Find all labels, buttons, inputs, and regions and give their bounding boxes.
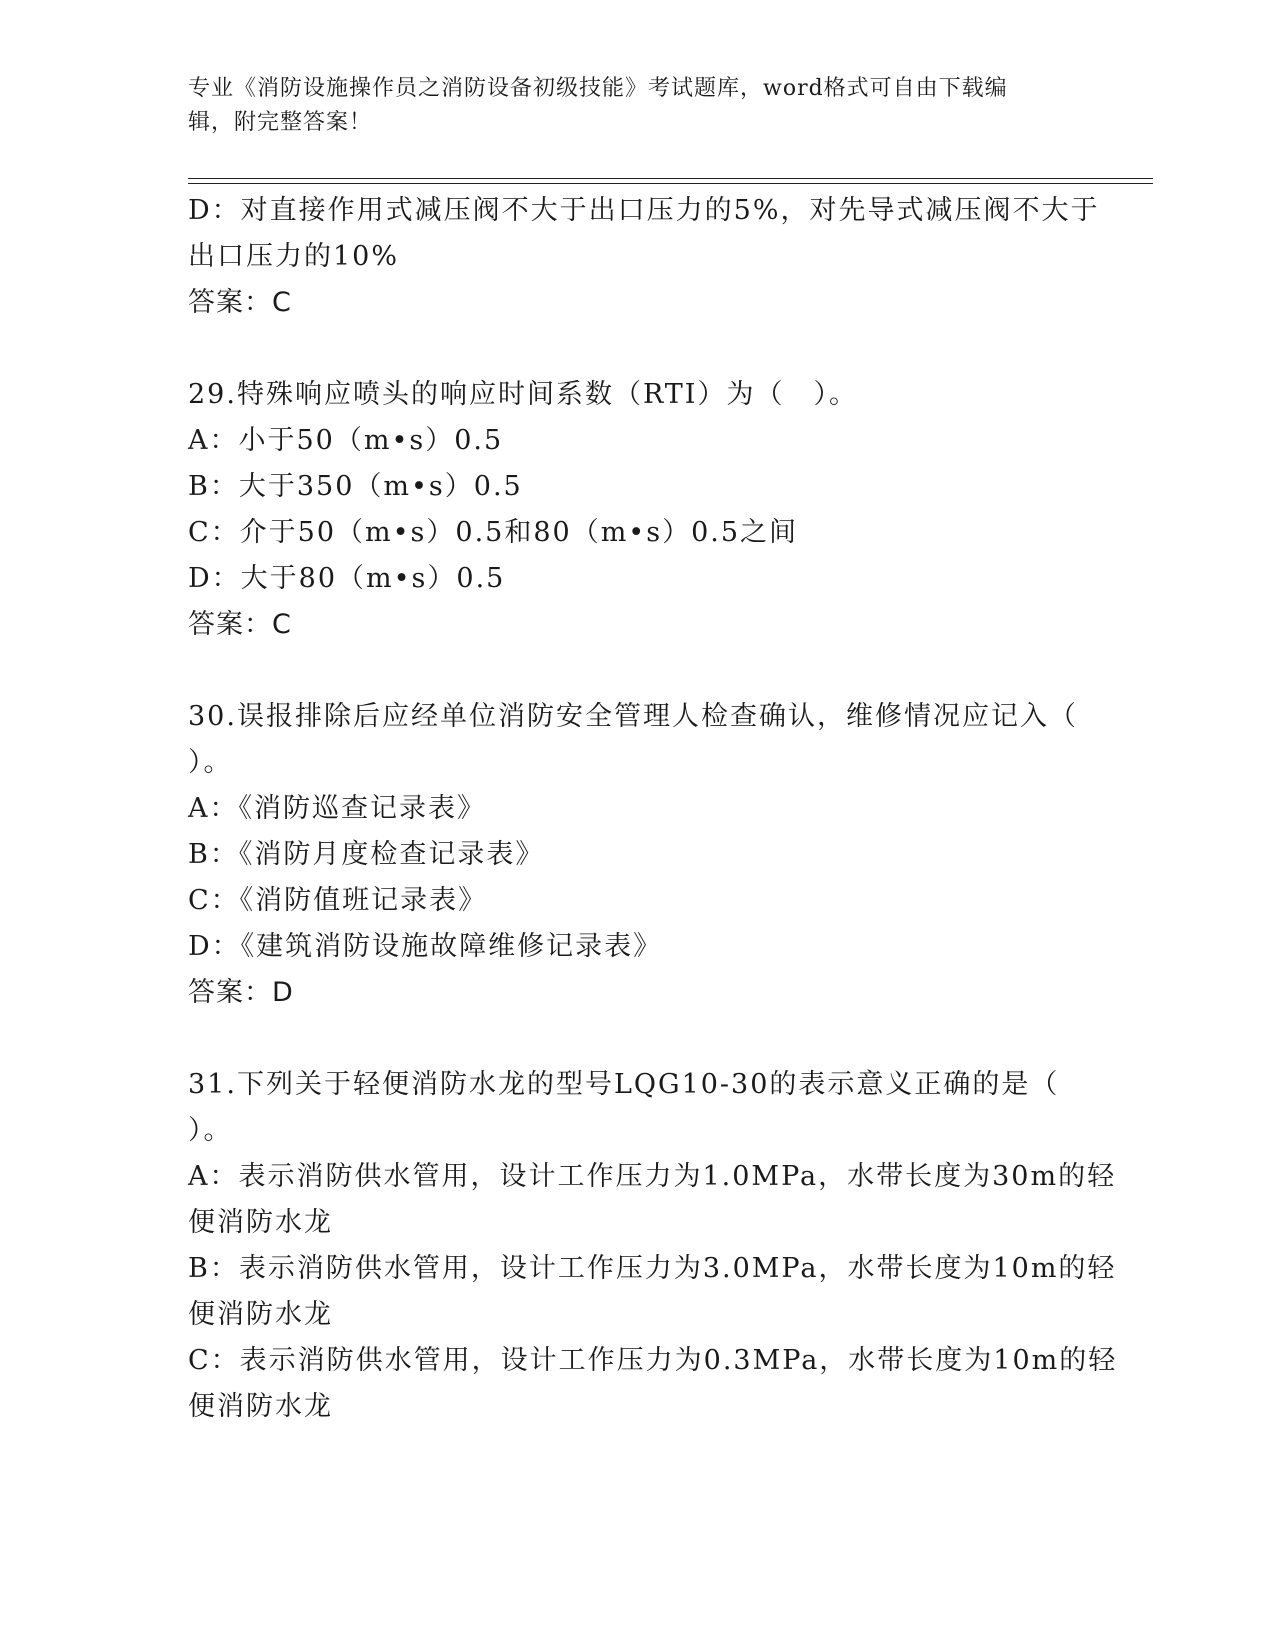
document-header [188, 72, 1068, 140]
question-stem: 31.下列关于轻便消防水龙的型号LQG10-30的表示意义正确的是（ [188, 1069, 1060, 1100]
question-stem: 29.特殊响应喷头的响应时间系数（RTI）为（ ）。 [188, 379, 858, 410]
option-c-continued: 便消防水龙 [188, 1391, 333, 1422]
question-29 [188, 372, 1088, 648]
question-30 [188, 694, 1088, 1016]
option-d: D：《建筑消防设施故障维修记录表》 [188, 931, 663, 962]
option-b-continued: 便消防水龙 [188, 1299, 333, 1330]
option-c: C：介于50（m•s）0.5和80（m•s）0.5之间 [188, 517, 799, 548]
option-c: C：表示消防供水管用，设计工作压力为0.3MPa，水带长度为10m的轻 [188, 1345, 1118, 1376]
header-divider-top [188, 178, 1153, 179]
option-d-line-1: D：对直接作用式减压阀不大于出口压力的5%，对先导式减压阀不大于 [188, 195, 1100, 226]
answer-line: 答案：D [188, 977, 294, 1008]
question-stem-continued: ）。 [188, 1115, 233, 1146]
option-a-continued: 便消防水龙 [188, 1207, 333, 1238]
question-gap [188, 648, 1088, 694]
header-line-2: 辑，附完整答案！ [188, 110, 373, 135]
option-a: A：表示消防供水管用，设计工作压力为1.0MPa，水带长度为30m的轻 [188, 1161, 1117, 1192]
option-b: B：大于350（m•s）0.5 [188, 471, 523, 502]
question-content [188, 188, 1118, 1430]
question-31 [188, 1062, 1118, 1430]
header-line-1: 专业《消防设施操作员之消防设备初级技能》考试题库，word格式可自由下载编 [188, 76, 1008, 101]
option-c: C：《消防值班记录表》 [188, 885, 488, 916]
question-gap [188, 1016, 1088, 1062]
option-b: B：《消防月度检查记录表》 [188, 839, 545, 870]
question-stem-continued: ）。 [188, 747, 233, 778]
question-stem: 30.误报排除后应经单位消防安全管理人检查确认，维修情况应记入（ [188, 701, 1078, 732]
option-d-line-2: 出口压力的10% [188, 241, 400, 272]
header-divider-bottom [188, 183, 1153, 184]
prev-question [188, 188, 1100, 326]
option-d: D：大于80（m•s）0.5 [188, 563, 506, 594]
option-a: A：《消防巡查记录表》 [188, 793, 486, 824]
question-gap [188, 326, 1088, 372]
option-a: A：小于50（m•s）0.5 [188, 425, 504, 456]
option-b: B：表示消防供水管用，设计工作压力为3.0MPa，水带长度为10m的轻 [188, 1253, 1117, 1284]
answer-line: 答案：C [188, 609, 292, 640]
answer-line: 答案：C [188, 287, 292, 318]
